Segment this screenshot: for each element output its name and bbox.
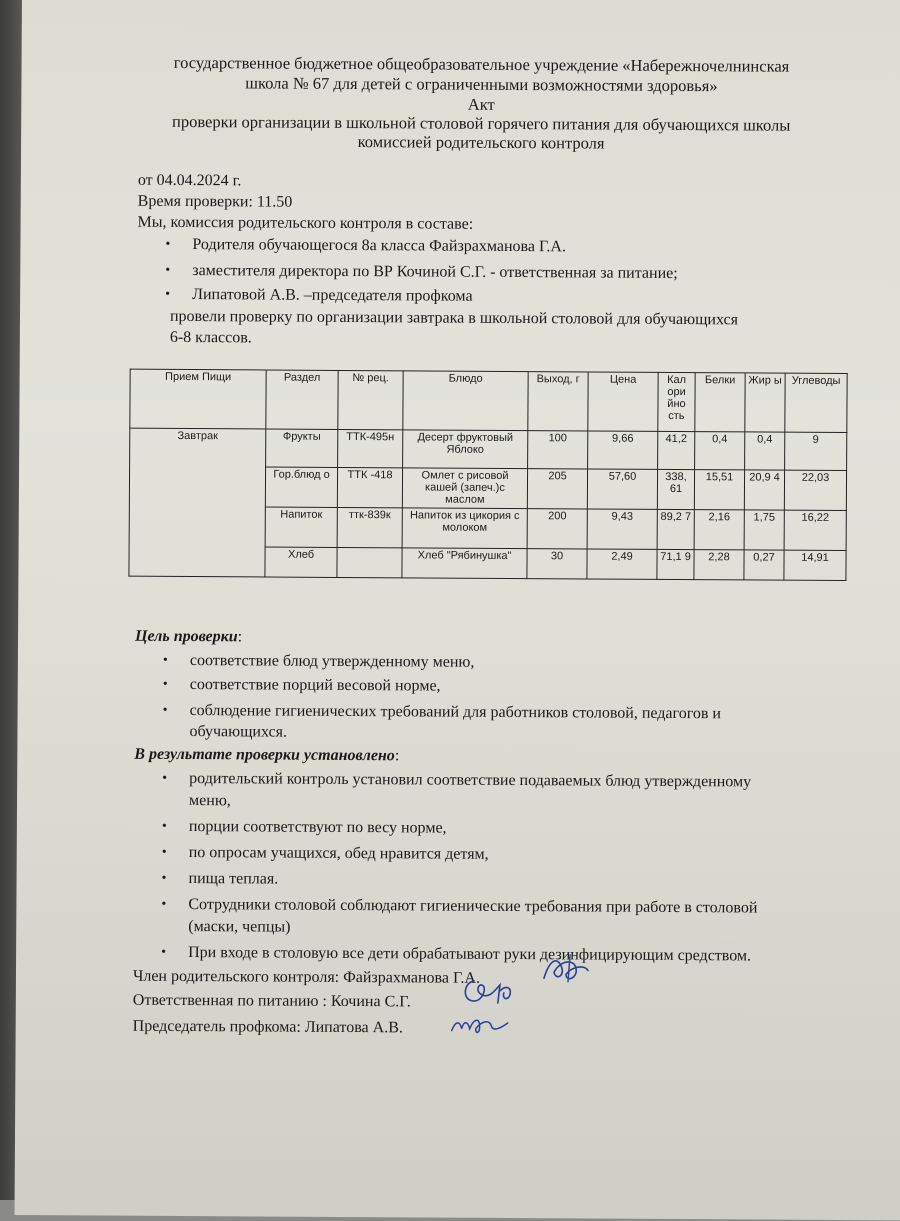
bullet-icon	[162, 869, 167, 889]
col-header-protein: Белки	[695, 373, 745, 432]
section-cell: Гор.блюд о	[265, 467, 337, 507]
kcal-cell: 89,2 7	[657, 509, 694, 549]
member-item: Липатовой А.В. –председателя профкома	[192, 286, 473, 305]
result-colon: :	[394, 747, 400, 765]
member-item: Родителя обучающегося 8а класса Файзрахманова Г.А.	[192, 236, 567, 256]
bullet-icon	[165, 261, 170, 281]
result-item-continued: (маски, чепцы)	[188, 918, 291, 936]
col-header-dish: Блюдо	[403, 371, 528, 431]
price-cell: 9,43	[587, 509, 657, 549]
result-heading: В результате проверки установлено	[134, 745, 395, 765]
col-header-section: Раздел	[266, 370, 338, 429]
protein-cell: 2,28	[694, 550, 744, 580]
member-item: заместителя директора по ВР Кочиной С.Г. - ответственная за питание;	[192, 262, 678, 283]
protein-cell: 15,51	[694, 470, 744, 510]
carbs-cell: 14,91	[784, 550, 846, 580]
recipe-cell: ТТК -418	[337, 467, 402, 507]
result-item: порции соответствуют по весу норме,	[188, 818, 447, 837]
meal-cell: Завтрак	[129, 428, 266, 577]
bullet-icon	[163, 701, 168, 721]
result-item-continued: меню,	[188, 792, 231, 810]
bullet-icon	[161, 895, 166, 915]
dish-cell: Хлеб "Рябинушка"	[402, 548, 527, 579]
col-header-kcal: Кал ори йно сть	[658, 372, 695, 431]
goal-colon: :	[237, 628, 243, 646]
bullet-icon	[165, 235, 170, 255]
result-item: по опросам учащихся, обед нравится детям,	[188, 844, 489, 863]
carbs-cell: 22,03	[784, 470, 846, 510]
dish-cell: Десерт фруктовый Яблоко	[403, 430, 528, 469]
dish-cell: Напиток из цикория с молоком	[402, 508, 527, 549]
fat-cell: 0,4	[745, 432, 785, 470]
section-cell: Напиток	[265, 507, 337, 547]
weight-cell: 200	[527, 509, 587, 549]
kcal-cell: 41,2	[658, 431, 695, 469]
check-time: Время проверки: 11.50	[137, 192, 293, 211]
bullet-icon	[162, 817, 167, 837]
dish-cell: Омлет с рисовой кашей (запеч.)с маслом	[402, 468, 527, 509]
result-item: При входе в столовую все дети обрабатывают руки дезинфицирующим средством.	[188, 944, 752, 965]
doc-subject-line1: проверки организации в школьной столовой горячего питания для обучающихся школы	[171, 111, 791, 135]
goal-item: соответствие блюд утвержденному меню,	[189, 652, 475, 671]
col-header-carbs: Углеводы	[785, 373, 847, 432]
menu-table	[128, 369, 847, 581]
bullet-icon	[162, 843, 167, 863]
protein-cell: 0,4	[695, 432, 745, 470]
result-item: Сотрудники столовой соблюдают гигиенические требования при работе в столовой	[188, 896, 758, 917]
goal-heading-line	[135, 627, 242, 648]
signature-chair: Председатель профкома: Липатова А.В.	[132, 1017, 403, 1037]
carbs-cell: 16,22	[784, 510, 846, 550]
performed-line1: провели проверку по организации завтрака в школьной столовой для обучающихся	[169, 307, 739, 329]
fat-cell: 0,27	[744, 550, 784, 580]
recipe-cell: ттк-839к	[337, 507, 402, 547]
result-heading-line	[134, 745, 399, 767]
document-page	[15, 0, 900, 1221]
section-cell: Фрукты	[266, 429, 338, 467]
col-header-fat: Жир ы	[745, 373, 785, 432]
weight-cell: 30	[527, 549, 587, 579]
bullet-icon	[163, 675, 168, 695]
table-header-row	[130, 369, 847, 432]
bullet-icon	[163, 651, 168, 671]
col-header-weight: Выход, г	[528, 372, 588, 431]
col-header-recipe: № рец.	[338, 370, 403, 429]
commission-intro: Мы, комиссия родительского контроля в составе:	[137, 213, 474, 233]
bullet-icon	[165, 285, 170, 305]
recipe-cell: ТТК-495н	[338, 429, 403, 467]
section-cell: Хлеб	[265, 547, 337, 577]
kcal-cell: 71,1 9	[657, 549, 694, 579]
price-cell: 2,49	[587, 549, 657, 579]
goal-item: соответствие порций весовой норме,	[189, 676, 441, 695]
signature-member: Член родительского контроля: Файзрахманова Г.А.	[132, 967, 481, 987]
signature-scribble-member	[536, 948, 606, 988]
fat-cell: 20,9 4	[744, 470, 784, 510]
org-name-line1: государственное бюджетное общеобразовательное учреждение «Набережночелнинская	[173, 52, 790, 76]
signature-responsible: Ответственная по питанию : Кочина С.Г.	[132, 991, 411, 1011]
recipe-cell	[337, 547, 402, 577]
doc-type: Акт	[467, 94, 495, 114]
bullet-icon	[161, 943, 166, 963]
carbs-cell: 9	[785, 432, 847, 470]
table-row	[130, 428, 847, 470]
goal-item: соблюдение гигиенических требований для работников столовой, педагогов и	[189, 702, 722, 723]
doc-subject-line2: комиссией родительского контроля	[357, 132, 605, 153]
goal-item-continued: обучающихся.	[189, 723, 288, 741]
fat-cell: 1,75	[744, 510, 784, 550]
result-item: родительский контроль установил соответствие подаваемых блюд утвержденному	[189, 770, 752, 791]
price-cell: 9,66	[588, 431, 658, 469]
bullet-icon	[162, 769, 167, 789]
col-header-price: Цена	[588, 372, 658, 431]
org-name-line2: школа № 67 для детей с ограниченными возможностями здоровья»	[245, 73, 718, 96]
weight-cell: 205	[527, 469, 587, 509]
result-item: пища теплая.	[188, 870, 279, 888]
weight-cell: 100	[528, 431, 588, 469]
doc-date: от 04.04.2024 г.	[137, 171, 242, 190]
kcal-cell: 338, 61	[657, 469, 694, 509]
performed-line2: 6-8 классов.	[169, 328, 252, 347]
protein-cell: 2,16	[694, 510, 744, 550]
price-cell: 57,60	[587, 469, 657, 509]
goal-heading: Цель проверки	[135, 627, 238, 646]
signature-scribble-chair	[446, 1001, 516, 1041]
col-header-meal: Прием Пищи	[130, 369, 266, 429]
